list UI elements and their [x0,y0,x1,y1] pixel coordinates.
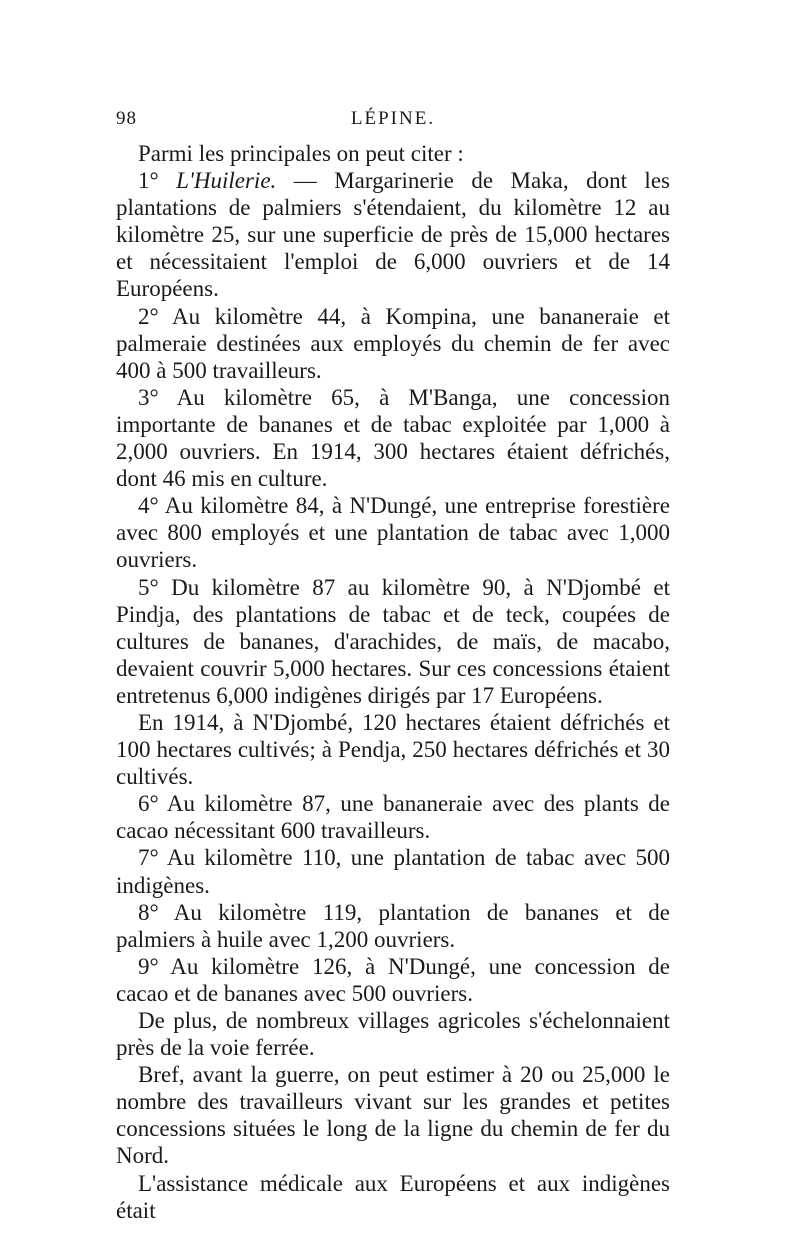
paragraph-item-5 [116,574,670,709]
paragraph-item-2 [116,303,670,384]
paragraph-text: De plus, de nombreux villages agricoles s'échelonnaient près de la voie ferrée. [116,1008,670,1061]
paragraph-villages [116,1007,670,1061]
running-header [116,108,670,140]
paragraph-item-9 [116,953,670,1007]
paragraph-intro [116,140,670,167]
paragraph-text: 8° Au kilomètre 119, plantation de bananes et de palmiers à huile avec 1,200 ouvriers. [116,899,670,952]
paragraph-text: 7° Au kilomètre 110, une plantation de tabac avec 500 indigènes. [116,845,670,898]
paragraph-text: 2° Au kilomètre 44, à Kompina, une bananeraie et palmeraie destinées aux employés du chemin de fer avec 400 à 500 travailleurs. [116,303,670,383]
book-page [116,108,670,1224]
paragraph-text: En 1914, à N'Djombé, 120 hectares étaient défrichés et 100 hectares cultivés; à Pendja, 250 hectares défrichés et 30 cultivés. [116,709,670,790]
paragraph-text: 9° Au kilomètre 126, à N'Dungé, une concession de cacao et de bananes avec 500 ouvriers. [116,953,670,1006]
paragraph-text: 5° Du kilomètre 87 au kilomètre 90, à N'Djombé et Pindja, des plantations de tabac et de teck, coupées de cultures de bananes, d'arachides, de maïs, de macabo, devaient couvrir 5,000 hectares. Sur ces concessions étaient entretenus 6,000 indigènes dirigés par 17 Européens. [116,574,670,708]
paragraph-medical-assistance [116,1170,670,1224]
paragraph-item-8 [116,899,670,953]
body-text [116,140,670,1224]
paragraph-item-1 [116,167,670,302]
paragraph-summary [116,1061,670,1169]
paragraph-text: L'assistance médicale aux Européens et aux indigènes était [116,1170,670,1223]
paragraph-item-7 [116,844,670,898]
paragraph-text: Parmi les principales on peut citer : [138,141,464,166]
paragraph-text: Bref, avant la guerre, on peut estimer à 20 ou 25,000 le nombre des travailleurs vivant sur les grandes et petites concessions situées le long de la ligne du chemin de fer du Nord. [116,1062,670,1169]
paragraph-item-6 [116,790,670,844]
paragraph-item-4 [116,492,670,573]
paragraph-text: 6° Au kilomètre 87, une bananeraie avec des plants de cacao nécessitant 600 travailleurs. [116,791,670,844]
running-title: LÉPINE. [350,108,436,129]
paragraph-text: — Margarinerie de Maka, dont les plantations de palmiers s'étendaient, du kilomètre 12 au kilomètre 25, sur une superficie de près de 15,000 hectares et nécessitaient l'emploi de 6,000 ouvriers et de 14 Européens. [116,168,670,302]
page-number: 98 [116,108,137,129]
item-title: L'Huilerie. [176,168,277,194]
paragraph-text: 3° Au kilomètre 65, à M'Banga, une concession importante de bananes et de tabac exploitée par 1,000 à 2,000 ouvriers. En 1914, 300 hectares étaient défrichés, dont 46 mis en culture. [116,384,670,492]
item-number: 1° [138,168,177,194]
paragraph-item-5-continued [116,709,670,790]
paragraph-text: 4° Au kilomètre 84, à N'Dungé, une entreprise forestière avec 800 employés et une plantation de tabac avec 1,000 ouvriers. [116,493,670,573]
paragraph-item-3 [116,384,670,492]
